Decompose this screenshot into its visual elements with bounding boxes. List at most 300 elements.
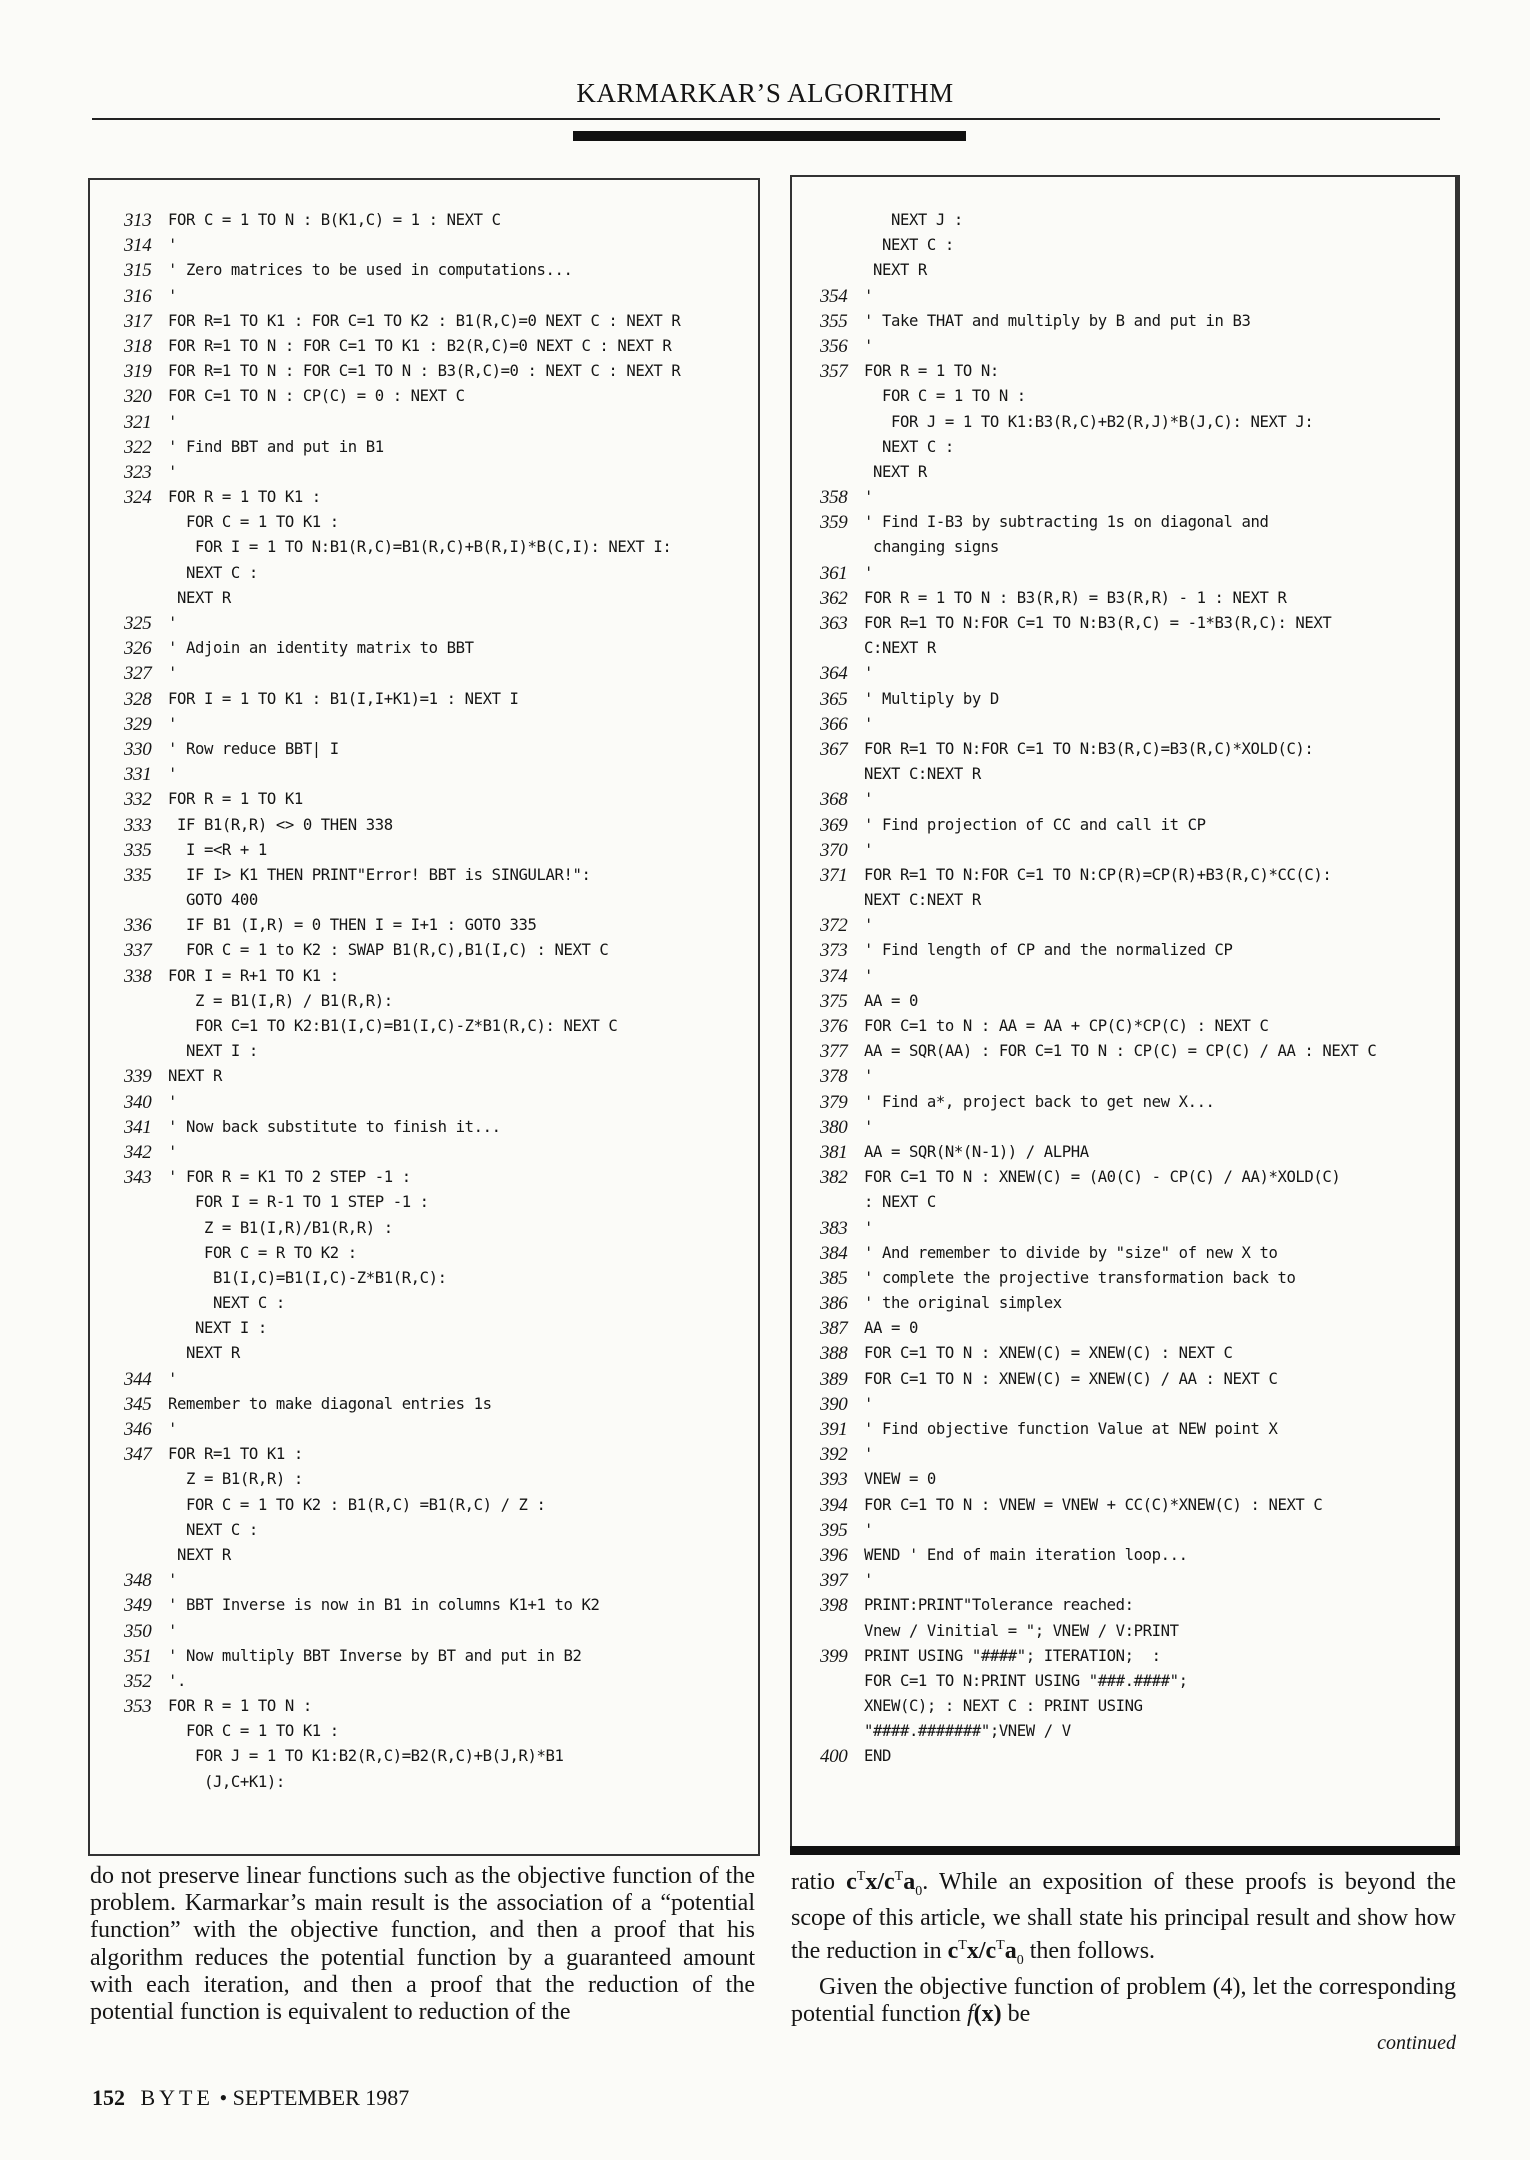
code-box-shadow-right (1455, 175, 1459, 1855)
code-text: ' (168, 1621, 177, 1640)
line-number: 376 (820, 1016, 848, 1037)
code-text: Remember to make diagonal entries 1s (168, 1394, 492, 1413)
code-line (124, 1417, 754, 1442)
line-number: 335 (124, 864, 152, 886)
code-line (124, 1593, 754, 1618)
line-number: 340 (124, 1091, 152, 1113)
line-number: 377 (820, 1041, 848, 1063)
code-line (820, 964, 1450, 989)
line-number: 390 (820, 1393, 848, 1415)
code-line (820, 510, 1450, 535)
code-text: FOR C=1 TO N:PRINT USING "###.####"; (864, 1671, 1188, 1690)
code-line (124, 1316, 754, 1341)
line-number: 355 (820, 310, 848, 332)
line-number: 317 (124, 310, 152, 332)
code-line (124, 1241, 754, 1266)
code-line (124, 309, 754, 334)
line-number: 362 (820, 587, 848, 609)
code-text: NEXT C : (864, 236, 954, 255)
code-text: XNEW(C); : NEXT C : PRINT USING (864, 1697, 1143, 1716)
code-line (124, 1140, 754, 1165)
line-number: 332 (124, 789, 152, 811)
line-number: 338 (124, 965, 152, 987)
code-line (124, 1392, 754, 1417)
line-number: 348 (124, 1570, 152, 1592)
code-line (820, 384, 1450, 409)
code-line (820, 1568, 1450, 1593)
code-text: FOR R=1 TO N:FOR C=1 TO N:CP(R)=CP(R)+B3(R,C)*CC(C): (864, 865, 1332, 884)
code-text: ' (864, 286, 873, 305)
code-text: ' Find length of CP and the normalized CP (864, 941, 1233, 960)
code-text: NEXT R (168, 1067, 222, 1086)
code-text: ' the original simplex (864, 1294, 1062, 1313)
code-line (124, 410, 754, 435)
line-number (124, 1291, 168, 1316)
line-number: 328 (124, 688, 152, 710)
code-line (820, 1694, 1450, 1719)
code-text: FOR C = 1 TO K1 : (168, 1722, 339, 1741)
line-number: 397 (820, 1570, 848, 1592)
code-text: FOR C = 1 TO N : B(K1,C) = 1 : NEXT C (168, 211, 501, 229)
code-line (820, 258, 1450, 283)
code-text: FOR C=1 TO N : XNEW(C) = XNEW(C) : NEXT C (864, 1344, 1233, 1363)
code-text: FOR R = 1 TO N: (864, 362, 999, 381)
line-number (124, 1543, 168, 1568)
code-line (124, 384, 754, 409)
code-line (820, 787, 1450, 812)
code-text: ' (864, 1218, 873, 1237)
code-line (124, 787, 754, 812)
line-number (820, 636, 864, 661)
code-line (124, 838, 754, 863)
line-number (124, 1467, 168, 1492)
code-line (820, 1543, 1450, 1568)
code-text: ' (864, 1067, 873, 1086)
code-line (124, 1039, 754, 1064)
code-text: END (864, 1747, 891, 1766)
code-text: FOR R=1 TO N:FOR C=1 TO N:B3(R,C) = -1*B3(R,C): NEXT (864, 614, 1332, 632)
line-number (124, 1493, 168, 1518)
code-line (820, 1493, 1450, 1518)
code-line (820, 636, 1450, 661)
code-text: FOR R = 1 TO K1 (168, 790, 303, 809)
code-text: FOR R = 1 TO N : (168, 1697, 312, 1716)
code-line (124, 813, 754, 838)
code-line (820, 1367, 1450, 1392)
code-line (820, 838, 1450, 863)
line-number: 367 (820, 738, 848, 760)
line-number: 386 (820, 1293, 848, 1315)
line-number: 322 (124, 436, 152, 458)
code-line (124, 888, 754, 913)
code-text: AA = SQR(N*(N-1)) / ALPHA (864, 1142, 1089, 1161)
line-number: 326 (124, 638, 152, 660)
code-line (820, 1392, 1450, 1417)
line-number (124, 510, 168, 535)
line-number (124, 1719, 168, 1744)
code-text: Z = B1(R,R) : (168, 1470, 303, 1489)
code-text: Vnew / Vinitial = "; VNEW / V:PRINT (864, 1621, 1179, 1640)
code-line (820, 1039, 1450, 1064)
code-line (124, 1216, 754, 1241)
code-line (124, 1619, 754, 1644)
code-text: ' (168, 614, 177, 632)
code-line (124, 636, 754, 661)
code-text: ' Find projection of CC and call it CP (864, 815, 1206, 834)
line-number: 384 (820, 1242, 848, 1264)
code-text: FOR C = 1 TO K1 : (168, 513, 339, 532)
code-line (124, 1467, 754, 1492)
line-number: 396 (820, 1544, 848, 1566)
line-number: 368 (820, 789, 848, 811)
line-number: 335 (124, 839, 152, 861)
line-number: 339 (124, 1066, 152, 1088)
line-number: 363 (820, 613, 848, 634)
code-line (124, 435, 754, 460)
code-text: ' (864, 1117, 873, 1136)
article-paragraph: ratio $c^Tx/c^Ta_0$. While an exposition of these proofs is beyond the scope of this article, we shall state his principal result and show how the reduction in $c^Tx/c^Ta_0$ then follows. (791, 1869, 1456, 1968)
code-line (820, 737, 1450, 762)
code-line (820, 1442, 1450, 1467)
code-line (820, 1467, 1450, 1492)
code-line (124, 913, 754, 938)
code-line (124, 1493, 754, 1518)
code-line (124, 460, 754, 485)
code-listing-right (820, 208, 1450, 1770)
code-line (124, 1115, 754, 1140)
code-text: FOR I = R+1 TO K1 : (168, 966, 339, 985)
line-number (820, 1190, 864, 1215)
code-line (124, 1770, 754, 1795)
code-line (820, 1719, 1450, 1744)
code-text: NEXT J : (864, 211, 963, 229)
code-line (124, 687, 754, 712)
code-text: FOR I = R-1 TO 1 STEP -1 : (168, 1193, 429, 1212)
line-number (124, 1266, 168, 1291)
code-line (124, 1367, 754, 1392)
line-number: 356 (820, 335, 848, 357)
code-line (820, 561, 1450, 586)
code-line (820, 460, 1450, 485)
code-text: FOR R=1 TO K1 : (168, 1445, 303, 1464)
code-text: FOR C=1 TO N : XNEW(C) = XNEW(C) / AA : NEXT C (864, 1369, 1278, 1388)
line-number: 378 (820, 1066, 848, 1088)
code-text: FOR C=1 TO N : CP(C) = 0 : NEXT C (168, 387, 465, 406)
line-number: 399 (820, 1645, 848, 1667)
code-text: B1(I,C)=B1(I,C)-Z*B1(R,C): (168, 1268, 447, 1287)
code-text: ' (864, 916, 873, 935)
code-text: ' Take THAT and multiply by B and put in B3 (864, 311, 1251, 330)
code-line (820, 485, 1450, 510)
code-text: NEXT C : (168, 1520, 258, 1539)
line-number: 359 (820, 512, 848, 534)
code-line (820, 813, 1450, 838)
code-line (820, 284, 1450, 309)
line-number: 389 (820, 1368, 848, 1390)
line-number: 388 (820, 1343, 848, 1365)
code-text: FOR R=1 TO K1 : FOR C=1 TO K2 : B1(R,C)=0 NEXT C : NEXT R (168, 311, 681, 330)
line-number (124, 1190, 168, 1215)
line-number (124, 1770, 168, 1795)
code-line (820, 208, 1450, 233)
code-line (820, 1341, 1450, 1366)
line-number: 395 (820, 1519, 848, 1541)
code-line (124, 611, 754, 636)
line-number (124, 586, 168, 611)
code-line (124, 964, 754, 989)
code-text: FOR C = 1 to K2 : SWAP B1(R,C),B1(I,C) : NEXT C (168, 941, 609, 960)
line-number (820, 460, 864, 485)
line-number: 319 (124, 361, 152, 383)
code-text: NEXT I : (168, 1319, 267, 1338)
code-line (124, 1694, 754, 1719)
code-line (820, 1064, 1450, 1089)
code-text: FOR R = 1 TO K1 : (168, 488, 321, 507)
code-line (820, 1216, 1450, 1241)
code-text: IF I> K1 THEN PRINT"Error! BBT is SINGULAR!": (168, 865, 591, 884)
code-line (820, 334, 1450, 359)
code-line (124, 712, 754, 737)
code-text: FOR I = 1 TO K1 : B1(I,I+K1)=1 : NEXT I (168, 689, 519, 708)
code-line (124, 535, 754, 560)
article-text-left-column (90, 1863, 755, 2026)
code-text: ' (168, 1142, 177, 1161)
line-number: 344 (124, 1368, 152, 1390)
code-text: ' (864, 563, 873, 582)
line-number (124, 989, 168, 1014)
code-line (124, 1568, 754, 1593)
code-text: "####.#######";VNEW / V (864, 1722, 1071, 1741)
code-text: I =<R + 1 (168, 840, 267, 859)
code-text: ' Find a*, project back to get new X... (864, 1092, 1215, 1111)
line-number (820, 410, 864, 435)
line-number: 325 (124, 613, 152, 634)
code-text: NEXT C:NEXT R (864, 891, 981, 910)
code-text: FOR C = 1 TO K2 : B1(R,C) =B1(R,C) / Z : (168, 1495, 546, 1514)
code-line (820, 1291, 1450, 1316)
code-text: C:NEXT R (864, 639, 936, 658)
code-text: PRINT:PRINT"Tolerance reached: (864, 1596, 1134, 1615)
line-number: 323 (124, 461, 152, 483)
code-line (820, 1644, 1450, 1669)
line-number: 342 (124, 1141, 152, 1163)
code-text: ' (168, 1571, 177, 1590)
code-line (820, 1669, 1450, 1694)
code-text: ' Find I-B3 by subtracting 1s on diagonal and (864, 513, 1269, 532)
code-line (820, 1115, 1450, 1140)
line-number: 357 (820, 361, 848, 383)
line-number: 330 (124, 738, 152, 760)
code-text: '. (168, 1671, 186, 1690)
code-text: ' (168, 664, 177, 683)
magazine-name: BYTE (140, 2085, 214, 2110)
page-number: 152 (92, 2085, 125, 2110)
code-line (820, 1619, 1450, 1644)
code-text: AA = 0 (864, 991, 918, 1010)
line-number: 315 (124, 260, 152, 282)
code-text: FOR R = 1 TO N : B3(R,R) = B3(R,R) - 1 : NEXT R (864, 588, 1287, 607)
line-number (124, 1039, 168, 1064)
code-line (124, 510, 754, 535)
line-number: 385 (820, 1267, 848, 1289)
code-line (124, 1644, 754, 1669)
line-number: 351 (124, 1645, 152, 1667)
line-number (820, 1669, 864, 1694)
line-number: 346 (124, 1419, 152, 1440)
code-text: ' (864, 790, 873, 809)
code-line (124, 208, 754, 233)
line-number: 392 (820, 1444, 848, 1466)
code-line (820, 863, 1450, 888)
line-number: 387 (820, 1318, 848, 1340)
line-number: 353 (124, 1696, 152, 1718)
code-text: IF B1 (I,R) = 0 THEN I = I+1 : GOTO 335 (168, 916, 537, 935)
line-number: 371 (820, 864, 848, 886)
code-text: NEXT R (168, 1545, 231, 1564)
line-number: 381 (820, 1141, 848, 1163)
code-text: NEXT C : (168, 1294, 285, 1313)
code-line (820, 309, 1450, 334)
line-number: 331 (124, 764, 152, 786)
code-line (820, 233, 1450, 258)
code-text: ' Find objective function Value at NEW point X (864, 1420, 1278, 1438)
code-text: ' (168, 1420, 177, 1438)
line-number: 318 (124, 335, 152, 357)
line-number: 314 (124, 235, 152, 257)
footer-separator: • (219, 2085, 228, 2110)
line-number (820, 384, 864, 409)
line-number: 345 (124, 1393, 152, 1415)
code-line (124, 1719, 754, 1744)
code-text: ' Adjoin an identity matrix to BBT (168, 639, 474, 658)
code-line (124, 863, 754, 888)
line-number: 343 (124, 1167, 152, 1189)
code-line (820, 1190, 1450, 1215)
code-line (820, 762, 1450, 787)
line-number: 341 (124, 1116, 152, 1138)
code-text: ' (168, 462, 177, 481)
code-text: FOR C = R TO K2 : (168, 1243, 357, 1262)
code-line (820, 1266, 1450, 1291)
line-number: 382 (820, 1167, 848, 1189)
line-number (124, 1216, 168, 1241)
code-listing-left (124, 208, 754, 1795)
code-line (124, 1165, 754, 1190)
code-line (124, 1291, 754, 1316)
line-number: 321 (124, 411, 152, 433)
line-number (820, 258, 864, 283)
code-line (124, 1341, 754, 1366)
code-line (124, 233, 754, 258)
line-number: 354 (820, 285, 848, 307)
line-number: 374 (820, 965, 848, 987)
line-number: 327 (124, 663, 152, 685)
code-text: ' (864, 1571, 873, 1590)
code-line (124, 561, 754, 586)
code-line (820, 888, 1450, 913)
line-number: 375 (820, 990, 848, 1012)
code-text: FOR I = 1 TO N:B1(R,C)=B1(R,C)+B(R,I)*B(C,I): NEXT I: (168, 538, 672, 557)
code-text: ' Now back substitute to finish it... (168, 1117, 501, 1136)
line-number: 336 (124, 915, 152, 937)
code-text: NEXT R (168, 1344, 240, 1363)
line-number: 349 (124, 1595, 152, 1617)
code-line (820, 535, 1450, 560)
line-number: 333 (124, 814, 152, 836)
line-number (124, 1744, 168, 1769)
code-line (124, 1442, 754, 1467)
code-line (820, 1241, 1450, 1266)
code-text: FOR R=1 TO N : FOR C=1 TO K1 : B2(R,C)=0 NEXT C : NEXT R (168, 336, 672, 355)
code-text: NEXT R (168, 588, 231, 607)
code-box-shadow-bottom (790, 1846, 1460, 1855)
code-line (124, 359, 754, 384)
line-number: 313 (124, 210, 152, 231)
code-text: NEXT R (864, 462, 927, 481)
code-text: ' BBT Inverse is now in B1 in columns K1+1 to K2 (168, 1596, 600, 1615)
code-line (820, 1518, 1450, 1543)
code-text: IF B1(R,R) <> 0 THEN 338 (168, 815, 393, 834)
code-text: (J,C+K1): (168, 1772, 285, 1791)
line-number: 400 (820, 1746, 848, 1768)
code-text: VNEW = 0 (864, 1470, 936, 1489)
code-line (820, 1014, 1450, 1039)
line-number: 366 (820, 713, 848, 735)
code-text: ' FOR R = K1 TO 2 STEP -1 : (168, 1168, 411, 1187)
code-text: PRINT USING "####"; ITERATION; : (864, 1646, 1161, 1665)
code-text: ' And remember to divide by "size" of new X to (864, 1243, 1278, 1262)
line-number (124, 1341, 168, 1366)
code-line (820, 410, 1450, 435)
code-line (124, 1064, 754, 1089)
line-number (820, 435, 864, 460)
code-text: FOR C=1 TO N : XNEW(C) = (A0(C) - CP(C) / AA)*XOLD(C) (864, 1168, 1341, 1187)
line-number: 379 (820, 1091, 848, 1113)
code-line (820, 1165, 1450, 1190)
line-number (820, 1719, 864, 1744)
code-text: ' (168, 236, 177, 255)
line-number: 365 (820, 688, 848, 710)
code-text: AA = SQR(AA) : FOR C=1 TO N : CP(C) = CP(C) / AA : NEXT C (864, 1042, 1377, 1061)
line-number: 370 (820, 839, 848, 861)
line-number: 337 (124, 940, 152, 962)
code-line (124, 485, 754, 510)
line-number (124, 1316, 168, 1341)
line-number (820, 888, 864, 913)
line-number: 320 (124, 386, 152, 408)
line-number: 324 (124, 487, 152, 509)
line-number: 383 (820, 1217, 848, 1239)
line-number: 352 (124, 1670, 152, 1692)
code-text: FOR J = 1 TO K1:B3(R,C)+B2(R,J)*B(J,C): NEXT J: (864, 412, 1314, 431)
code-text: ' Now multiply BBT Inverse by BT and put in B2 (168, 1646, 582, 1665)
code-text: ' (864, 966, 873, 985)
code-text: ' (168, 412, 177, 431)
article-paragraph: Given the objective function of problem (4), let the corresponding potential function f(x) be (791, 1974, 1456, 2028)
code-text: ' (864, 1394, 873, 1413)
code-text: ' (168, 286, 177, 305)
code-line (124, 284, 754, 309)
code-line (124, 334, 754, 359)
code-line (820, 938, 1450, 963)
line-number (820, 208, 864, 233)
code-text: ' Multiply by D (864, 689, 999, 708)
code-text: ' (864, 664, 873, 683)
code-text: GOTO 400 (168, 891, 258, 910)
code-text: ' (168, 1092, 177, 1111)
code-text: NEXT R (864, 261, 927, 280)
line-number: 372 (820, 915, 848, 937)
